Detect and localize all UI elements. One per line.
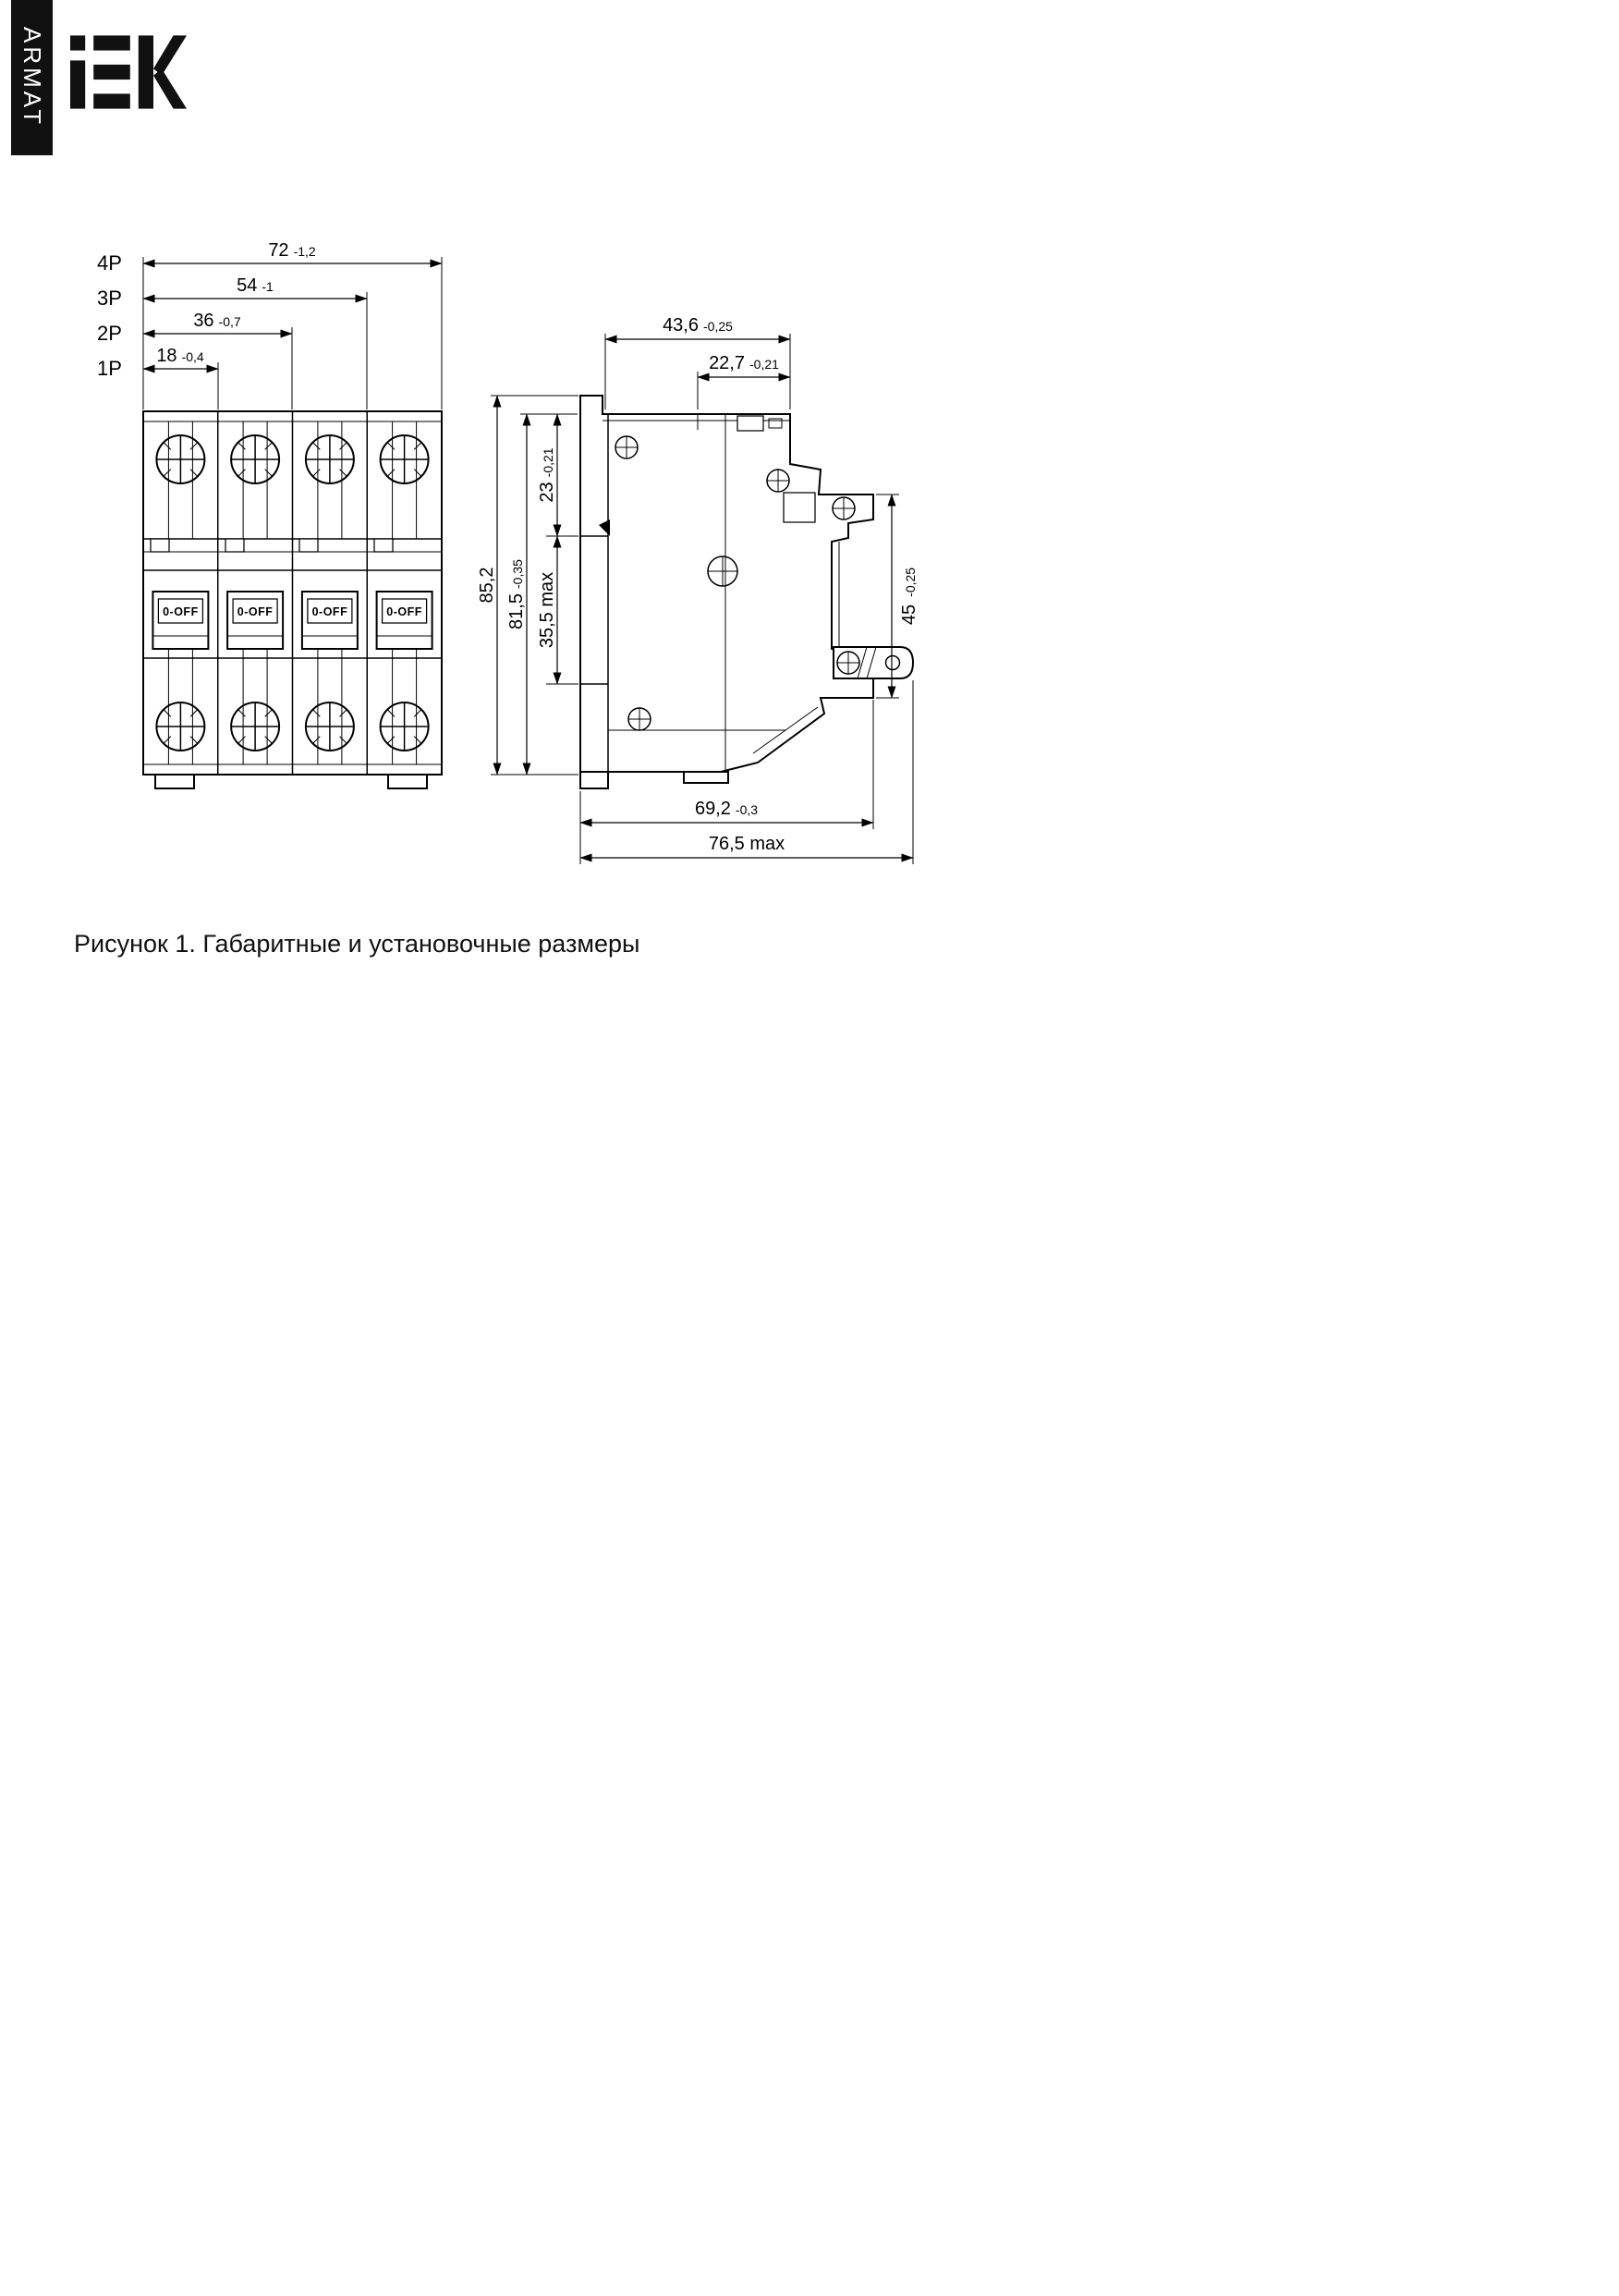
toggle-switch <box>302 592 358 649</box>
toggle-switch <box>377 592 432 649</box>
dim-w692: 69,2 -0,3 <box>694 799 759 819</box>
pole-label-4p: 4P <box>97 251 122 275</box>
screw-icon <box>306 435 354 483</box>
screw-icon <box>381 702 429 751</box>
toggle-switch <box>152 592 208 649</box>
dim-width-2p: 36 -0,7 <box>193 311 241 331</box>
side-view <box>477 315 919 864</box>
screw-icon <box>381 435 429 483</box>
screw-icon <box>231 702 279 751</box>
side-mount-feet <box>580 772 728 788</box>
screw-icon <box>156 435 204 483</box>
side-body-outline <box>580 396 873 772</box>
dim-h852: 85,2 <box>477 567 497 604</box>
brand-sidebar-label: ARMAT <box>18 27 46 128</box>
screw-icon <box>615 436 638 458</box>
figure-caption: Рисунок 1. Габаритные и установочные размеры <box>74 930 640 958</box>
toggle-label: 0-OFF <box>311 605 348 618</box>
pole-label-2p: 2P <box>97 322 122 345</box>
screw-icon <box>708 556 737 586</box>
pole-label-1p: 1P <box>97 357 122 380</box>
dim-h355: 35,5 max <box>537 571 557 649</box>
toggle-switch <box>227 592 283 649</box>
front-mount-feet <box>155 775 427 788</box>
din-clip <box>834 647 913 678</box>
dim-width-4p: 72 -1,2 <box>268 240 316 261</box>
dim-depth-front: 22,7 -0,21 <box>709 353 779 373</box>
toggle-label: 0-OFF <box>237 605 274 618</box>
screw-icon <box>767 470 789 492</box>
dim-depth-top: 43,6 -0,25 <box>663 315 733 336</box>
dim-h815: 81,5-0,35 <box>506 559 527 629</box>
screw-icon <box>156 702 204 751</box>
screw-icon <box>833 497 855 519</box>
dim-width-3p: 54 -1 <box>237 275 274 296</box>
dimension-drawing <box>74 231 961 915</box>
dim-h23: 23-0,21 <box>537 447 557 503</box>
screw-icon <box>231 435 279 483</box>
pole-label-3p: 3P <box>97 287 122 310</box>
brand-sidebar <box>11 0 53 155</box>
dim-width-1p: 18 -0,4 <box>156 346 204 366</box>
iek-logo-glyphs <box>70 35 187 108</box>
iek-logo <box>70 35 187 109</box>
screw-icon <box>628 708 651 730</box>
front-view <box>97 240 442 788</box>
dim-din45: 45-0,25 <box>899 567 919 626</box>
screw-icon <box>306 702 354 751</box>
toggle-label: 0-OFF <box>386 605 422 618</box>
dim-w765: 76,5 max <box>708 834 785 854</box>
toggle-label: 0-OFF <box>163 605 199 618</box>
screw-icon <box>837 652 859 674</box>
